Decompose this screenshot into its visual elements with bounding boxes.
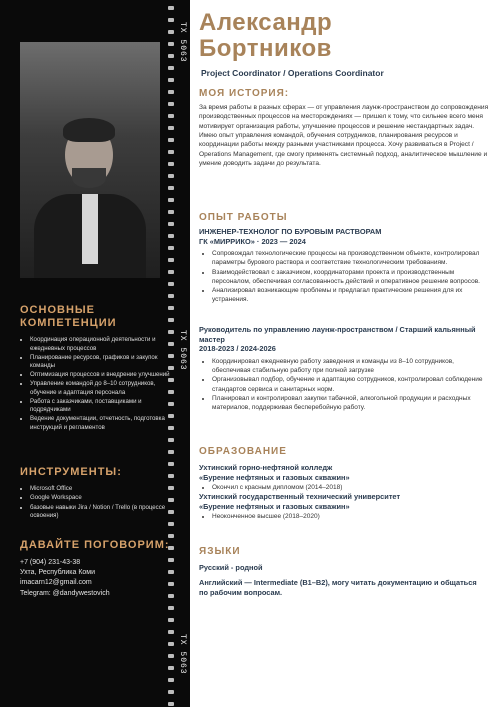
job-title: ИНЖЕНЕР-ТЕХНОЛОГ ПО БУРОВЫМ РАСТВОРАМ bbox=[199, 227, 382, 236]
profile-photo bbox=[20, 42, 160, 278]
film-perforation bbox=[168, 174, 174, 178]
film-label-top: TX 5063 bbox=[178, 22, 187, 63]
skills-section bbox=[20, 304, 170, 433]
languages-title: ЯЗЫКИ bbox=[199, 546, 241, 557]
job-meta: 2018-2023 / 2024-2026 bbox=[199, 344, 276, 354]
film-perforation bbox=[168, 678, 174, 682]
photo-shirt bbox=[82, 194, 98, 264]
film-perforation bbox=[168, 234, 174, 238]
film-perforation bbox=[168, 162, 174, 166]
language-russian: Русский - родной bbox=[199, 563, 263, 572]
education-entry bbox=[199, 492, 489, 521]
contact-section bbox=[20, 539, 170, 599]
film-perforation bbox=[168, 42, 174, 46]
tool-item: • Microsoft Office bbox=[30, 485, 170, 493]
email-link[interactable]: imacarn12@gmail.com bbox=[20, 579, 92, 587]
film-perforation bbox=[168, 522, 174, 526]
film-perforation bbox=[168, 258, 174, 262]
film-perforation bbox=[168, 90, 174, 94]
film-perforation bbox=[168, 690, 174, 694]
film-perforation bbox=[168, 606, 174, 610]
education-note: • Окончил с красным дипломом (2014–2018) bbox=[212, 483, 489, 492]
job-entry bbox=[199, 227, 489, 305]
tools-list bbox=[20, 485, 170, 520]
film-perforation bbox=[168, 666, 174, 670]
film-perforation bbox=[168, 210, 174, 214]
job-bullet: • Сопровождал технологические процессы на производственном объекте, контролировал параметры бурового раствора и соответствие технологическим требованиям. bbox=[212, 249, 489, 267]
skill-item: • Работа с заказчиками, поставщиками и подрядчиками bbox=[30, 398, 170, 414]
film-perforation bbox=[168, 642, 174, 646]
film-perforation bbox=[168, 198, 174, 202]
job-entry bbox=[199, 325, 489, 412]
film-perforation bbox=[168, 54, 174, 58]
job-bullet: • Анализировал возникающие проблемы и предлагал практические решения для их устранения. bbox=[212, 286, 489, 304]
skill-item: • Планирование ресурсов, графиков и закупок команды bbox=[30, 354, 170, 370]
education-notes bbox=[199, 483, 489, 492]
job-meta: ГК «МИРРИКО» · 2023 — 2024 bbox=[199, 236, 306, 246]
film-perforation bbox=[168, 630, 174, 634]
film-perforation bbox=[168, 222, 174, 226]
education-notes bbox=[199, 512, 489, 521]
film-perforation bbox=[168, 138, 174, 142]
skill-item: • Ведение документации, отчетность, подготовка инструкций и регламентов bbox=[30, 415, 170, 431]
sidebar bbox=[0, 0, 190, 707]
film-perforation bbox=[168, 6, 174, 10]
film-perforation bbox=[168, 150, 174, 154]
job-title: Руководитель по управлению лаунж-пространством / Старший кальянный мастер bbox=[199, 325, 476, 344]
film-perforation bbox=[168, 126, 174, 130]
film-perforation bbox=[168, 66, 174, 70]
full-name bbox=[199, 10, 332, 63]
job-bullets bbox=[199, 357, 489, 412]
job-role: Project Coordinator / Operations Coordinator bbox=[201, 68, 384, 78]
job-bullet: • Координировал ежедневную работу заведения и команды из 8–10 сотрудников, обеспечивая стабильную работу при полной загрузке bbox=[212, 357, 489, 375]
film-perforation bbox=[168, 270, 174, 274]
school-name: Ухтинский государственный технический университет bbox=[199, 492, 401, 501]
job-bullet: • Планировал и контролировал закупки табачной, алкогольной продукции и расходных материалов, поддерживая бесперебойную работу. bbox=[212, 394, 489, 412]
tool-item: • базовые навыки Jira / Notion / Trello (в процессе освоения) bbox=[30, 504, 170, 520]
film-perforation bbox=[168, 294, 174, 298]
film-perforation bbox=[168, 438, 174, 442]
film-perforation bbox=[168, 186, 174, 190]
film-perforation bbox=[168, 114, 174, 118]
job-bullet: • Организовывал подбор, обучение и адаптацию сотрудников, контролировал соблюдение стандартов сервиса и санитарных норм. bbox=[212, 375, 489, 393]
film-perforation bbox=[168, 618, 174, 622]
photo-beard bbox=[72, 168, 106, 188]
program-name: «Бурение нефтяных и газовых скважин» bbox=[199, 501, 350, 511]
film-label-bottom: TX 5063 bbox=[178, 634, 187, 675]
first-name: Александр bbox=[199, 9, 333, 36]
tool-item: • Google Workspace bbox=[30, 494, 170, 502]
skill-item: • Оптимизация процессов и внедрение улучшений bbox=[30, 371, 170, 379]
film-perforation bbox=[168, 654, 174, 658]
job-bullet: • Взаимодействовал с заказчиком, координаторами проекта и производственным персоналом, обеспечивая согласованность действий и оперативное решение вопросов. bbox=[212, 268, 489, 286]
program-name: «Бурение нефтяных и газовых скважин» bbox=[199, 472, 350, 482]
contact-title: ДАВАЙТЕ ПОГОВОРИМ: bbox=[20, 539, 170, 551]
skills-title: ОСНОВНЫЕ КОМПЕТЕНЦИИ bbox=[20, 304, 117, 330]
language-english: Английский — Intermediate (B1–B2), могу читать документацию и общаться по рабочим вопросам. bbox=[199, 578, 477, 597]
experience-title: ОПЫТ РАБОТЫ bbox=[199, 212, 288, 223]
film-perforation bbox=[168, 282, 174, 286]
film-perforation bbox=[168, 246, 174, 250]
photo-hair bbox=[63, 118, 115, 142]
job-bullets bbox=[199, 249, 489, 304]
film-perforation bbox=[168, 18, 174, 22]
last-name: Бортников bbox=[199, 35, 332, 63]
tools-title: ИНСТРУМЕНТЫ: bbox=[20, 466, 122, 478]
about-text: За время работы в разных сферах — от управления лаунж-пространством до сопровождения производственных процессов на месторождениях — пришел к тому, что сильнее всего меня мотивирует организация работы, улучшение процессов и решение нестандартных задач. Имею опыт управления командой, обучения сотрудников, планирования ресурсов и координации работы между разными участниками процесса. Хочу развиваться в Project / Operations Management, где смогу применять системный подход, аналитическое мышление и умение доводить задачи до результата. bbox=[199, 104, 489, 168]
contacts bbox=[20, 558, 170, 599]
film-perforation bbox=[168, 702, 174, 706]
school-name: Ухтинский горно-нефтяной колледж bbox=[199, 463, 333, 472]
film-perforation bbox=[168, 102, 174, 106]
skill-item: • Управление командой до 8–10 сотрудников, обучение и адаптация персонала bbox=[30, 380, 170, 396]
city-text: Ухта, Республика Коми bbox=[20, 569, 96, 577]
tools-section bbox=[20, 466, 170, 521]
education-title: ОБРАЗОВАНИЕ bbox=[199, 446, 287, 457]
film-perforation bbox=[168, 78, 174, 82]
film-perforation bbox=[168, 534, 174, 538]
skill-item: • Координация операционной деятельности и ежедневных процессов bbox=[30, 336, 170, 352]
film-label-middle: TX 5063 bbox=[178, 330, 187, 371]
film-perforation bbox=[168, 450, 174, 454]
education-entry bbox=[199, 463, 489, 492]
education-note: • Неоконченное высшее (2018–2020) bbox=[212, 512, 489, 521]
film-perforation bbox=[168, 30, 174, 34]
about-title: МОЯ ИСТОРИЯ: bbox=[199, 88, 290, 99]
telegram-link[interactable]: Telegram: @dandywestovich bbox=[20, 589, 110, 597]
skills-list bbox=[20, 336, 170, 431]
phone-link[interactable]: +7 (904) 231-43-38 bbox=[20, 559, 81, 567]
